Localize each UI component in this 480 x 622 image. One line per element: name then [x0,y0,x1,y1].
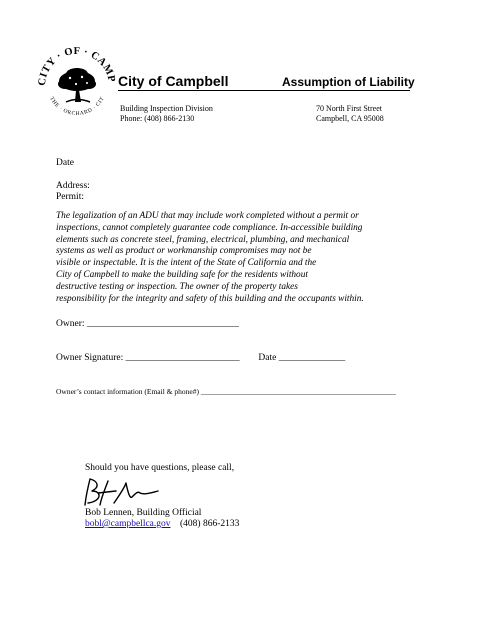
owner-signature-row [56,353,345,365]
email-link[interactable]: bobl@campbellca.gov [85,519,171,529]
statement-line: destructive testing or inspection. The owner of the property takes [56,281,298,292]
official-contact [85,519,239,531]
official-phone: (408) 866-2133 [180,519,240,529]
liability-statement [56,211,386,305]
statement-line: systems as well as product or workmanship compromises may not be [56,246,312,257]
owner-signature-field[interactable]: Owner Signature: ________________________ [56,353,240,363]
owner-field[interactable]: Owner: ________________________________ [56,319,239,329]
tree-icon [58,68,96,102]
address-label: Address: [56,181,90,191]
statement-line: City of Campbell to make the building safe for the residents without [56,269,308,280]
statement-line: responsibility for the integrity and safety of this building and the occupants within. [56,293,364,304]
city-seal-logo [36,40,118,130]
logo-bottom-text: THE · ORCHARD · CIT [48,95,106,117]
signature-date-field[interactable]: Date ______________ [258,353,346,363]
official-name: Bob Lennen, Building Official [85,508,202,518]
address-line-1: 70 North First Street [316,104,382,113]
date-label: Date [56,158,74,168]
statement-line: visible or inspectable. It is the intent of the State of California and the [56,258,317,269]
permit-label: Permit: [56,192,84,202]
address-line-2: Campbell, CA 95008 [316,114,384,123]
logo-top-text: CITY · OF · CAMP [36,45,117,87]
division-name: Building Inspection Division [120,104,213,113]
owner-contact-field[interactable]: Owner’s contact information (Email & phone#) ____________________________________________________ [56,387,396,396]
statement-line: elements such as concrete steel, framing, electrical, plumbing, and mechanical [56,234,350,245]
handwritten-signature-icon [80,475,160,511]
document-title: Assumption of Liability [282,75,415,89]
city-name: City of Campbell [118,73,229,89]
questions-text: Should you have questions, please call, [85,463,235,473]
statement-line: inspections, cannot completely guarantee code compliance. In-accessible building [56,222,363,233]
header-divider [118,90,410,91]
division-phone: Phone: (408) 866-2130 [120,114,195,123]
statement-line: The legalization of an ADU that may include work completed without a permit or [56,211,359,221]
